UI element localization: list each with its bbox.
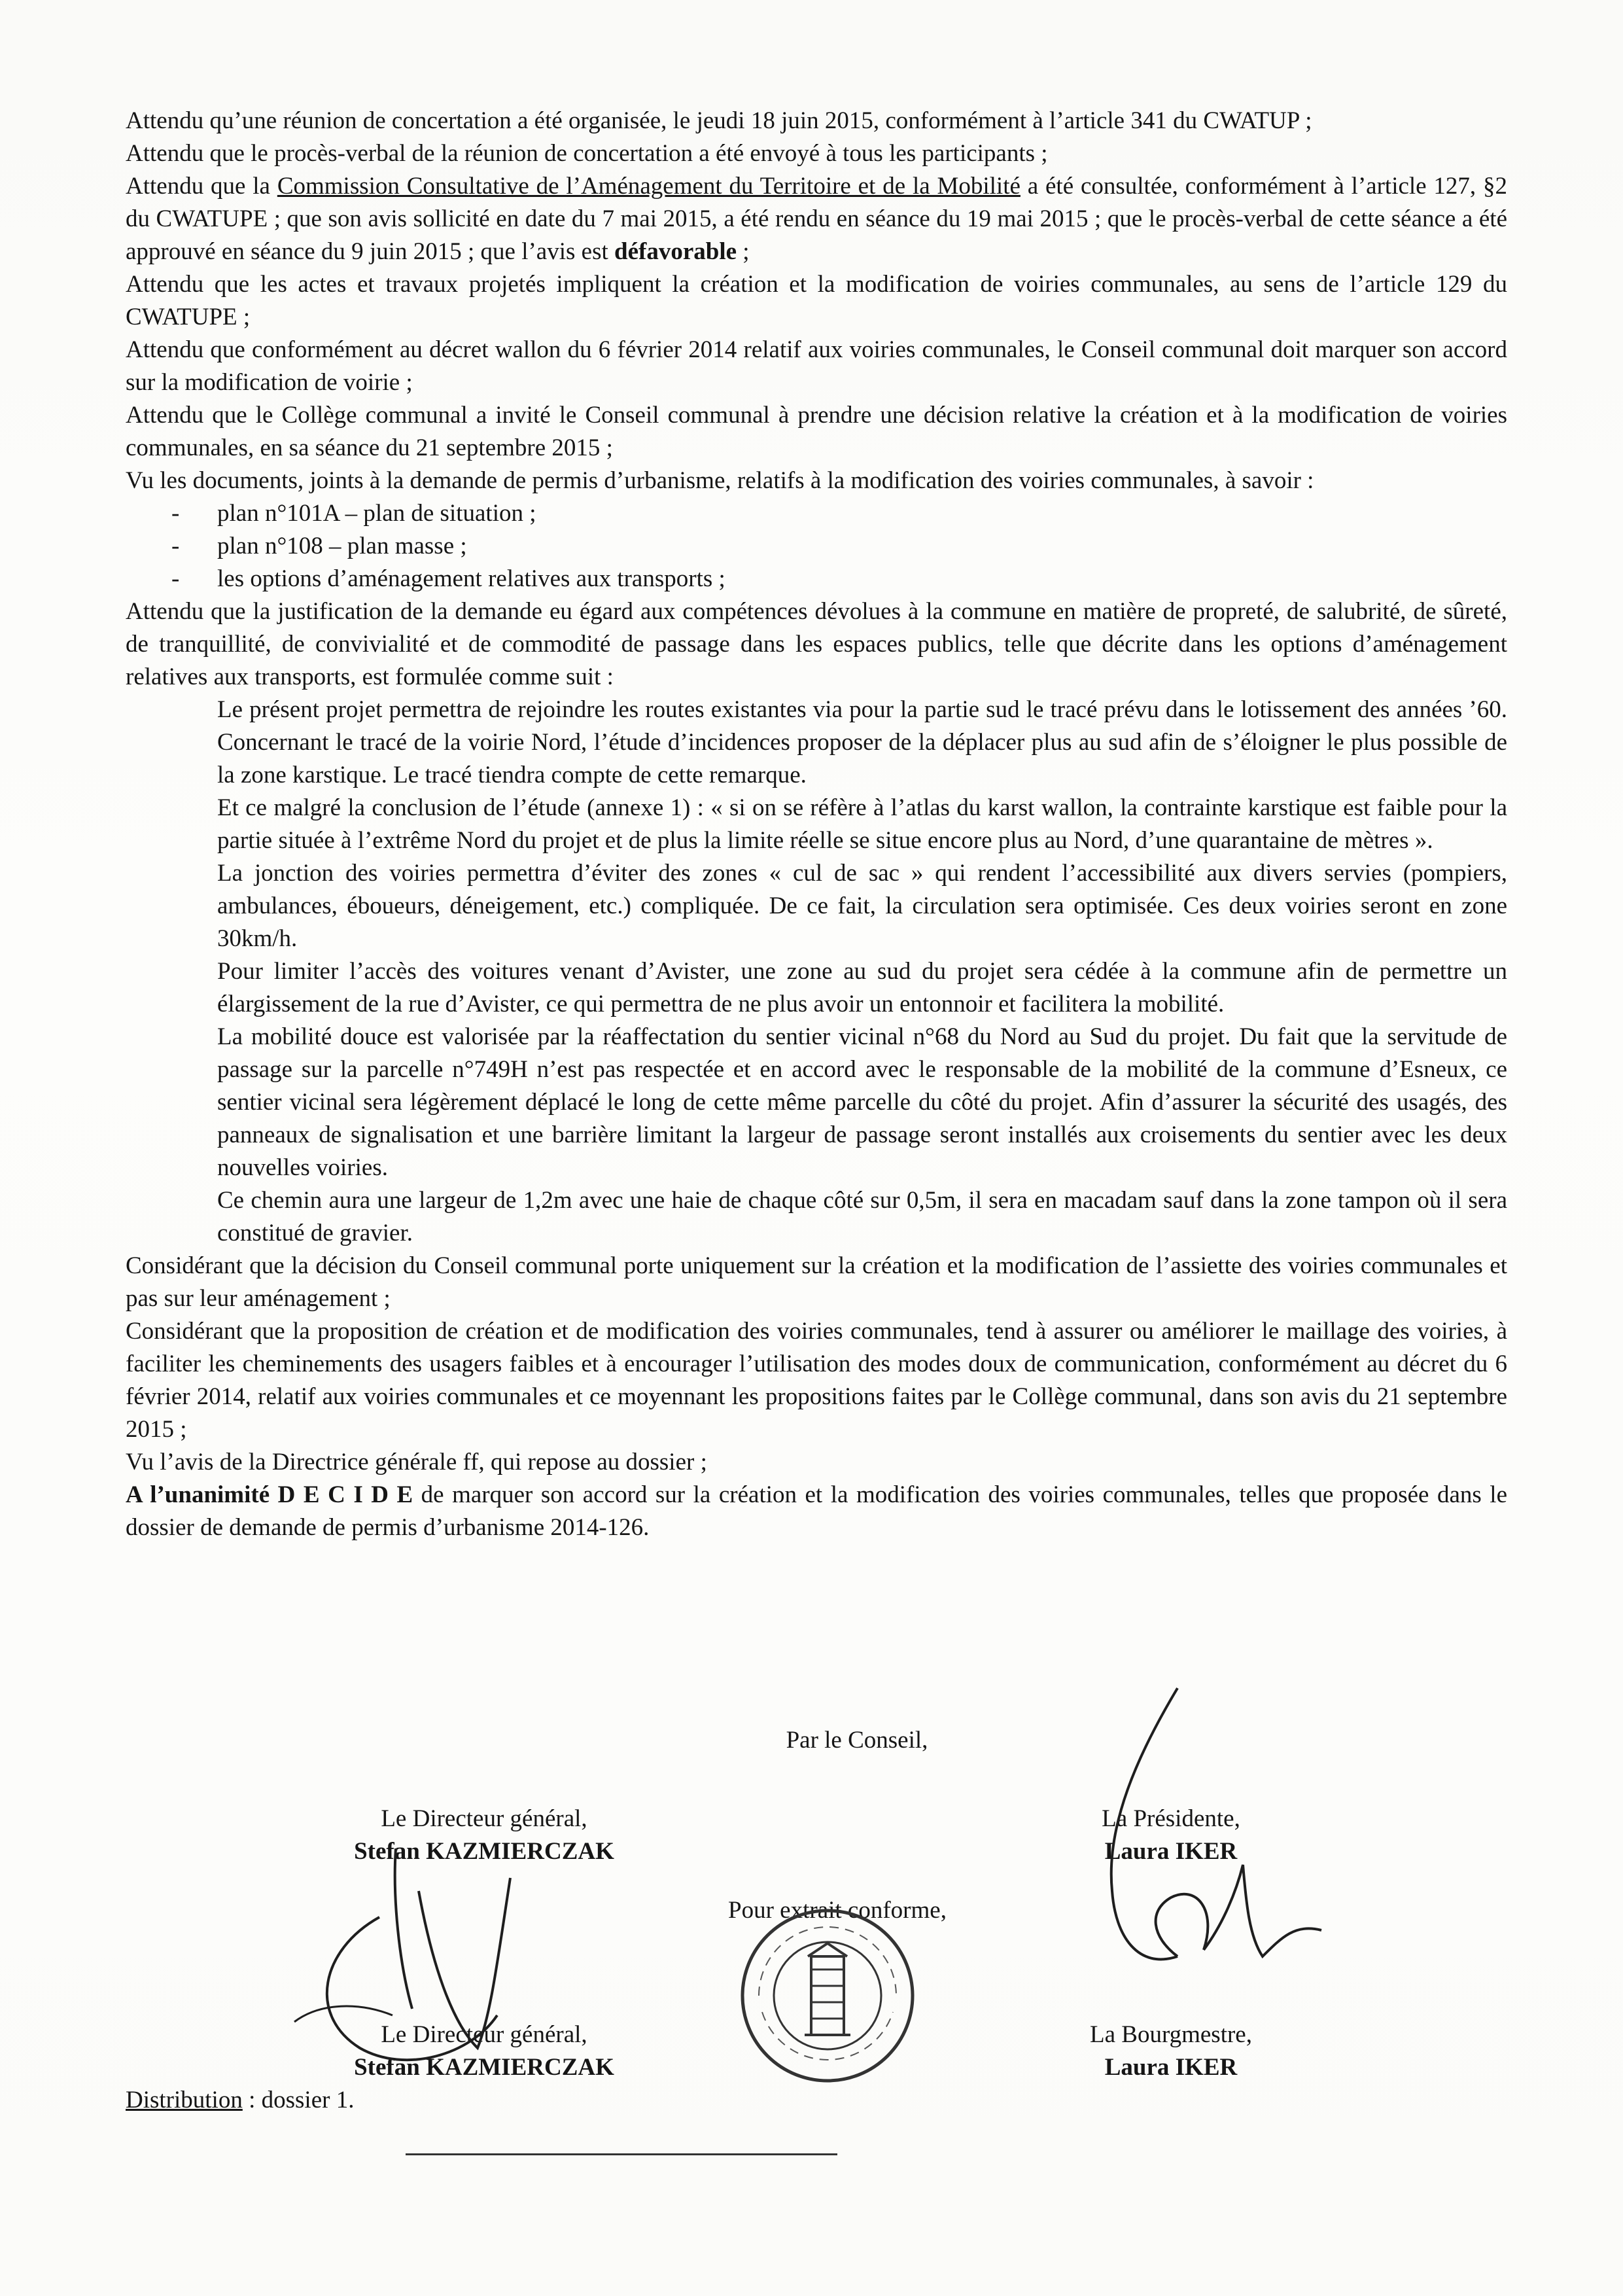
paragraph-concertation: Attendu qu’une réunion de concertation a été organisée, le jeudi 18 juin 2015, conformément à l’article 341 du CWATUP ; <box>126 107 1312 134</box>
directeur-name: Stefan KAZMIERCZAK <box>354 1838 614 1865</box>
deliberation-text <box>126 105 1507 1544</box>
signature-directeur-2 <box>281 2019 687 2084</box>
paragraph-commission-b: a été consultée, conformément à l’article 127, §2 du CWATUPE ; que son avis sollicité en date du 7 mai 2015, a été rendu en séance du 19 mai 2015 ; que le procès-verbal de cette séance a été approuvé en séance du 9 juin 2015 ; que l’avis est <box>126 173 1507 265</box>
quote-paragraph: La mobilité douce est valorisée par la réaffectation du sentier vicinal n°68 du Nord au Sud du projet. Du fait que la servitude de passage sur la parcelle n°749H n’est pas respectée et en accord avec le responsable de la mobilité de la commune d’Esneux, ce sentier vicinal sera légèrement déplacé le long de cette même parcelle du côté du projet. Afin d’assurer la sécurité des usagés, des panneaux de signalisation et une barrière limitant la largeur de passage seront installés aux croisements du sentier avec les deux nouvelles voiries. <box>217 1023 1507 1181</box>
signature-bourgmestre <box>1007 2019 1335 2084</box>
quote-paragraph: Ce chemin aura une largeur de 1,2m avec une haie de chaque côté sur 0,5m, il sera en macadam sauf dans la zone tampon où il sera constitué de gravier. <box>217 1187 1507 1246</box>
list-item: - plan n°101A – plan de situation ; <box>126 497 1507 530</box>
par-le-conseil <box>661 1724 1053 1757</box>
directeur-title-2: Le Directeur général, <box>381 2021 587 2048</box>
decide-lead: A l’unanimité D E C I D E <box>126 1481 413 1508</box>
bourgmestre-name: Laura IKER <box>1104 2054 1238 2081</box>
par-le-conseil-label: Par le Conseil, <box>786 1727 928 1754</box>
paragraph-commission-c: ; <box>737 238 750 265</box>
closing-rule <box>406 2153 837 2155</box>
quote-paragraph: Pour limiter l’accès des voitures venant d’Avister, une zone au sud du projet sera cédée à la commune afin de permettre un élargissement de la rue d’Avister, ce qui permettra de ne plus avoir un entonnoir et facilitera la mobilité. <box>217 958 1507 1017</box>
decide-rest: de marquer son accord sur la création et la modification des voiries communales, telles que proposée dans le dossier de demande de permis d’urbanisme 2014-126. <box>126 1481 1507 1541</box>
quote-paragraph: Le présent projet permettra de rejoindre les routes existantes via pour la partie sud le tracé prévu dans le lotissement des années ’60. Concernant le tracé de la voirie Nord, l’étude d’incidences proposer de la déplacer plus au sud afin de s’éloigner le plus possible de la zone karstique. Le tracé tiendra compte de cette remarque. <box>217 696 1507 788</box>
pour-extrait-label: Pour extrait conforme, <box>728 1897 947 1924</box>
quote-paragraph: La jonction des voiries permettra d’éviter des zones « cul de sac » qui rendent l’accessibilité aux divers servies (pompiers, ambulances, éboueurs, déneigement, etc.) compliquée. De ce fait, la circulation sera optimisée. Ces deux voiries seront en zone 30km/h. <box>217 860 1507 952</box>
paragraph-commission-a: Attendu que la <box>126 173 277 200</box>
distribution-label: Distribution <box>126 2087 243 2113</box>
pour-extrait-conforme <box>654 1894 1021 1927</box>
signature-presidente <box>1007 1803 1335 1868</box>
paragraph-justification: Attendu que la justification de la demande eu égard aux compétences dévolues à la commune en matière de propreté, de salubrité, de sûreté, de tranquillité, de convivialité et de commodité de passage dans les espaces publics, telle que décrite dans les options d’aménagement relatives aux transports, est formulée comme suit : <box>126 598 1507 690</box>
signature-directeur <box>281 1803 687 1868</box>
paragraph-avis-directrice: Vu l’avis de la Directrice générale ff, qui repose au dossier ; <box>126 1449 707 1475</box>
quote-paragraph: Et ce malgré la conclusion de l’étude (annexe 1) : « si on se réfère à l’atlas du karst wallon, la contrainte karstique est faible pour la partie située à l’extrême Nord du projet et de plus la limite réelle se situe encore plus au Nord, d’une quarantaine de mètres ». <box>217 794 1507 854</box>
paragraph-considerant-2: Considérant que la proposition de création et de modification des voiries communales, tend à assurer ou améliorer le maillage des voiries, à faciliter les cheminements des usagers faibles et à encourager l’utilisation des modes doux de communication, conformément au décret du 6 février 2014, relatif aux voiries communales et ce moyennant les propositions faites par le Collège communal, dans son avis du 21 septembre 2015 ; <box>126 1318 1507 1443</box>
presidente-title: La Présidente, <box>1102 1805 1240 1832</box>
paragraph-actes-travaux: Attendu que les actes et travaux projetés impliquent la création et la modification de voiries communales, au sens de l’article 129 du CWATUPE ; <box>126 271 1507 330</box>
paragraph-proces-verbal: Attendu que le procès-verbal de la réunion de concertation a été envoyé à tous les participants ; <box>126 140 1048 167</box>
presidente-name: Laura IKER <box>1104 1838 1238 1865</box>
paragraph-college: Attendu que le Collège communal a invité le Conseil communal à prendre une décision relative la création et à la modification de voiries communales, en sa séance du 21 septembre 2015 ; <box>126 402 1507 461</box>
municipal-seal <box>733 1898 922 2094</box>
documents-list <box>126 497 1507 595</box>
list-item: - plan n°108 – plan masse ; <box>126 530 1507 563</box>
list-item: - les options d’aménagement relatives aux transports ; <box>126 563 1507 595</box>
directeur-title: Le Directeur général, <box>381 1805 587 1832</box>
distribution-value: : dossier 1. <box>242 2087 355 2113</box>
paragraph-documents: Vu les documents, joints à la demande de permis d’urbanisme, relatifs à la modification des voiries communales, à savoir : <box>126 467 1314 494</box>
paragraph-decision <box>126 1479 1507 1544</box>
justification-quote <box>126 694 1507 1250</box>
paragraph-commission <box>126 170 1507 268</box>
commission-underlined: Commission Consultative de l’Aménagement du Territoire et de la Mobilité <box>277 173 1021 200</box>
distribution <box>126 2084 354 2117</box>
paragraph-considerant-1: Considérant que la décision du Conseil communal porte uniquement sur la création et la modification de l’assiette des voiries communales et pas sur leur aménagement ; <box>126 1252 1507 1312</box>
avis-defavorable: défavorable <box>614 238 737 265</box>
bourgmestre-title: La Bourgmestre, <box>1090 2021 1252 2048</box>
directeur-name-2: Stefan KAZMIERCZAK <box>354 2054 614 2081</box>
paragraph-decret: Attendu que conformément au décret wallon du 6 février 2014 relatif aux voiries communales, le Conseil communal doit marquer son accord sur la modification de voirie ; <box>126 336 1507 396</box>
